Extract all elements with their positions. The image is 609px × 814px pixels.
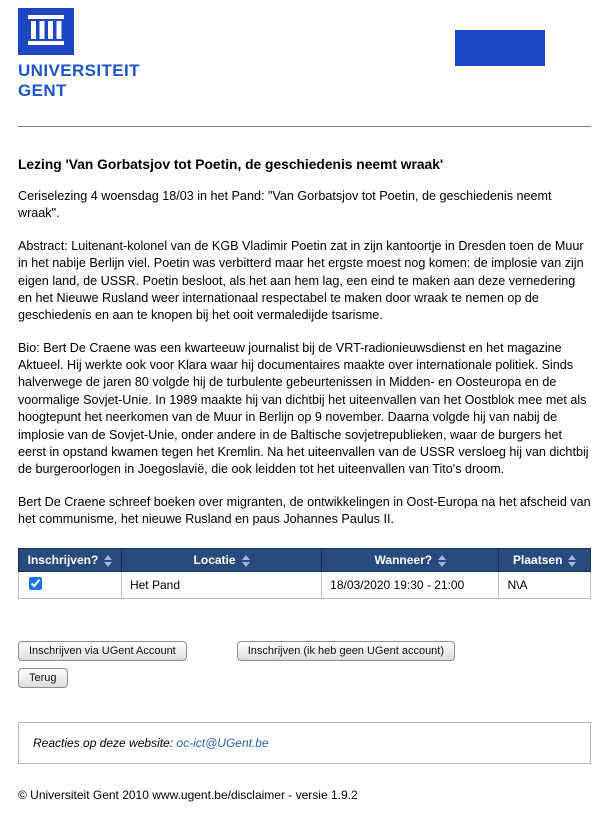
university-name-line1: UNIVERSITEIT [18, 61, 140, 80]
feedback-label: Reacties op deze website: [33, 736, 177, 751]
register-no-account-button[interactable]: Inschrijven (ik heb geen UGent account) [237, 641, 455, 661]
header-banner-image [455, 30, 545, 66]
column-header-wanneer[interactable] [322, 549, 499, 572]
cell-plaatsen: N\A [499, 572, 591, 599]
abstract-text: Abstract: Luitenant-kolonel van de KGB Vladimir Poetin zat in zijn kantoortje in Dresden toen de Muur in het nabije Berlijn viel. Poetin was verbitterd maar het ergste moest nog komen: de implosie van zijn eigen land, de USSR. Poetin besloot, als het aan hem lag, een eind te maken aan deze vernedering en het Nieuwe Rusland weer internationaal respectabel te maken door wraak te nemen op de geschiedenis en aan te knopen bij het ooit vermaledijde tsarisme. [18, 238, 584, 323]
sort-icon[interactable] [568, 555, 576, 567]
column-header-label: Locatie [193, 553, 236, 568]
column-header-label: Wanneer? [374, 553, 433, 568]
register-ugent-button[interactable]: Inschrijven via UGent Account [18, 641, 187, 661]
header-divider [18, 126, 591, 127]
column-header-label: Inschrijven? [27, 553, 99, 568]
inschrijven-checkbox[interactable] [29, 577, 42, 590]
buttons-row [18, 641, 591, 661]
sort-icon[interactable] [438, 555, 446, 567]
university-name-line2: GENT [18, 81, 67, 101]
column-header-locatie[interactable] [121, 549, 321, 572]
terug-button[interactable]: Terug [18, 668, 68, 688]
cell-inschrijven [19, 572, 122, 599]
table-row [19, 572, 591, 599]
page-title: Lezing 'Van Gorbatsjov tot Poetin, de geschiedenis neemt wraak' [18, 157, 444, 172]
feedback-email-link[interactable]: oc-ict@UGent.be [176, 736, 269, 751]
terug-row [18, 668, 591, 688]
cell-locatie: Het Pand [121, 572, 321, 599]
site-header [18, 8, 591, 116]
books-text: Bert De Craene schreef boeken over migranten, de ontwikkelingen in Oost-Europa na het afscheid van het communisme, het nieuwe Rusland en paus Johannes Paulus II. [18, 494, 591, 526]
column-header-inschrijven[interactable] [19, 549, 122, 572]
footer-text: © Universiteit Gent 2010 www.ugent.be/disclaimer - versie 1.9.2 [18, 788, 358, 803]
sort-icon[interactable] [242, 555, 250, 567]
sort-icon[interactable] [104, 555, 112, 567]
column-header-plaatsen[interactable] [499, 549, 591, 572]
intro-text: Ceriselezing 4 woensdag 18/03 in het Pand: "Van Gorbatsjov tot Poetin, de geschiedenis neemt wraak". [18, 189, 552, 221]
cell-wanneer: 18/03/2020 19:30 - 21:00 [322, 572, 499, 599]
bio-text: Bio: Bert De Craene was een kwarteeuw journalist bij de VRT-radionieuwsdienst en het magazine Aktueel. Hij werkte ook voor Klara waar hij documentaires maakte over internationale politiek. Sinds halverwege de jaren 80 volgde hij de turbulente gebeurtenissen in Midden- en Oosteuropa en de voormalige Sovjet-Unie. In 1989 maakte hij van dichtbij het uiteenvallen van het Oostblok mee met als hoogtepunt het neerkomen van de Muur in Berlijn op 9 november. Daarna volgde hij van nabij de implosie van de Sovjet-Unie, onder andere in de Baltische sovjetrepublieken, waar de burgers het eerst in opstand kwamen tegen het Kremlin. Na het uiteenvallen van de USSR versloeg hij van dichtbij de burgeroorlogen in Joegoslavië, die ook leidden tot het uiteenvallen van Tito's droom. [18, 340, 589, 477]
table-header-row [19, 549, 591, 572]
registration-table [18, 548, 591, 599]
feedback-box [18, 722, 591, 764]
column-header-label: Plaatsen [513, 553, 563, 568]
university-name [18, 61, 591, 101]
